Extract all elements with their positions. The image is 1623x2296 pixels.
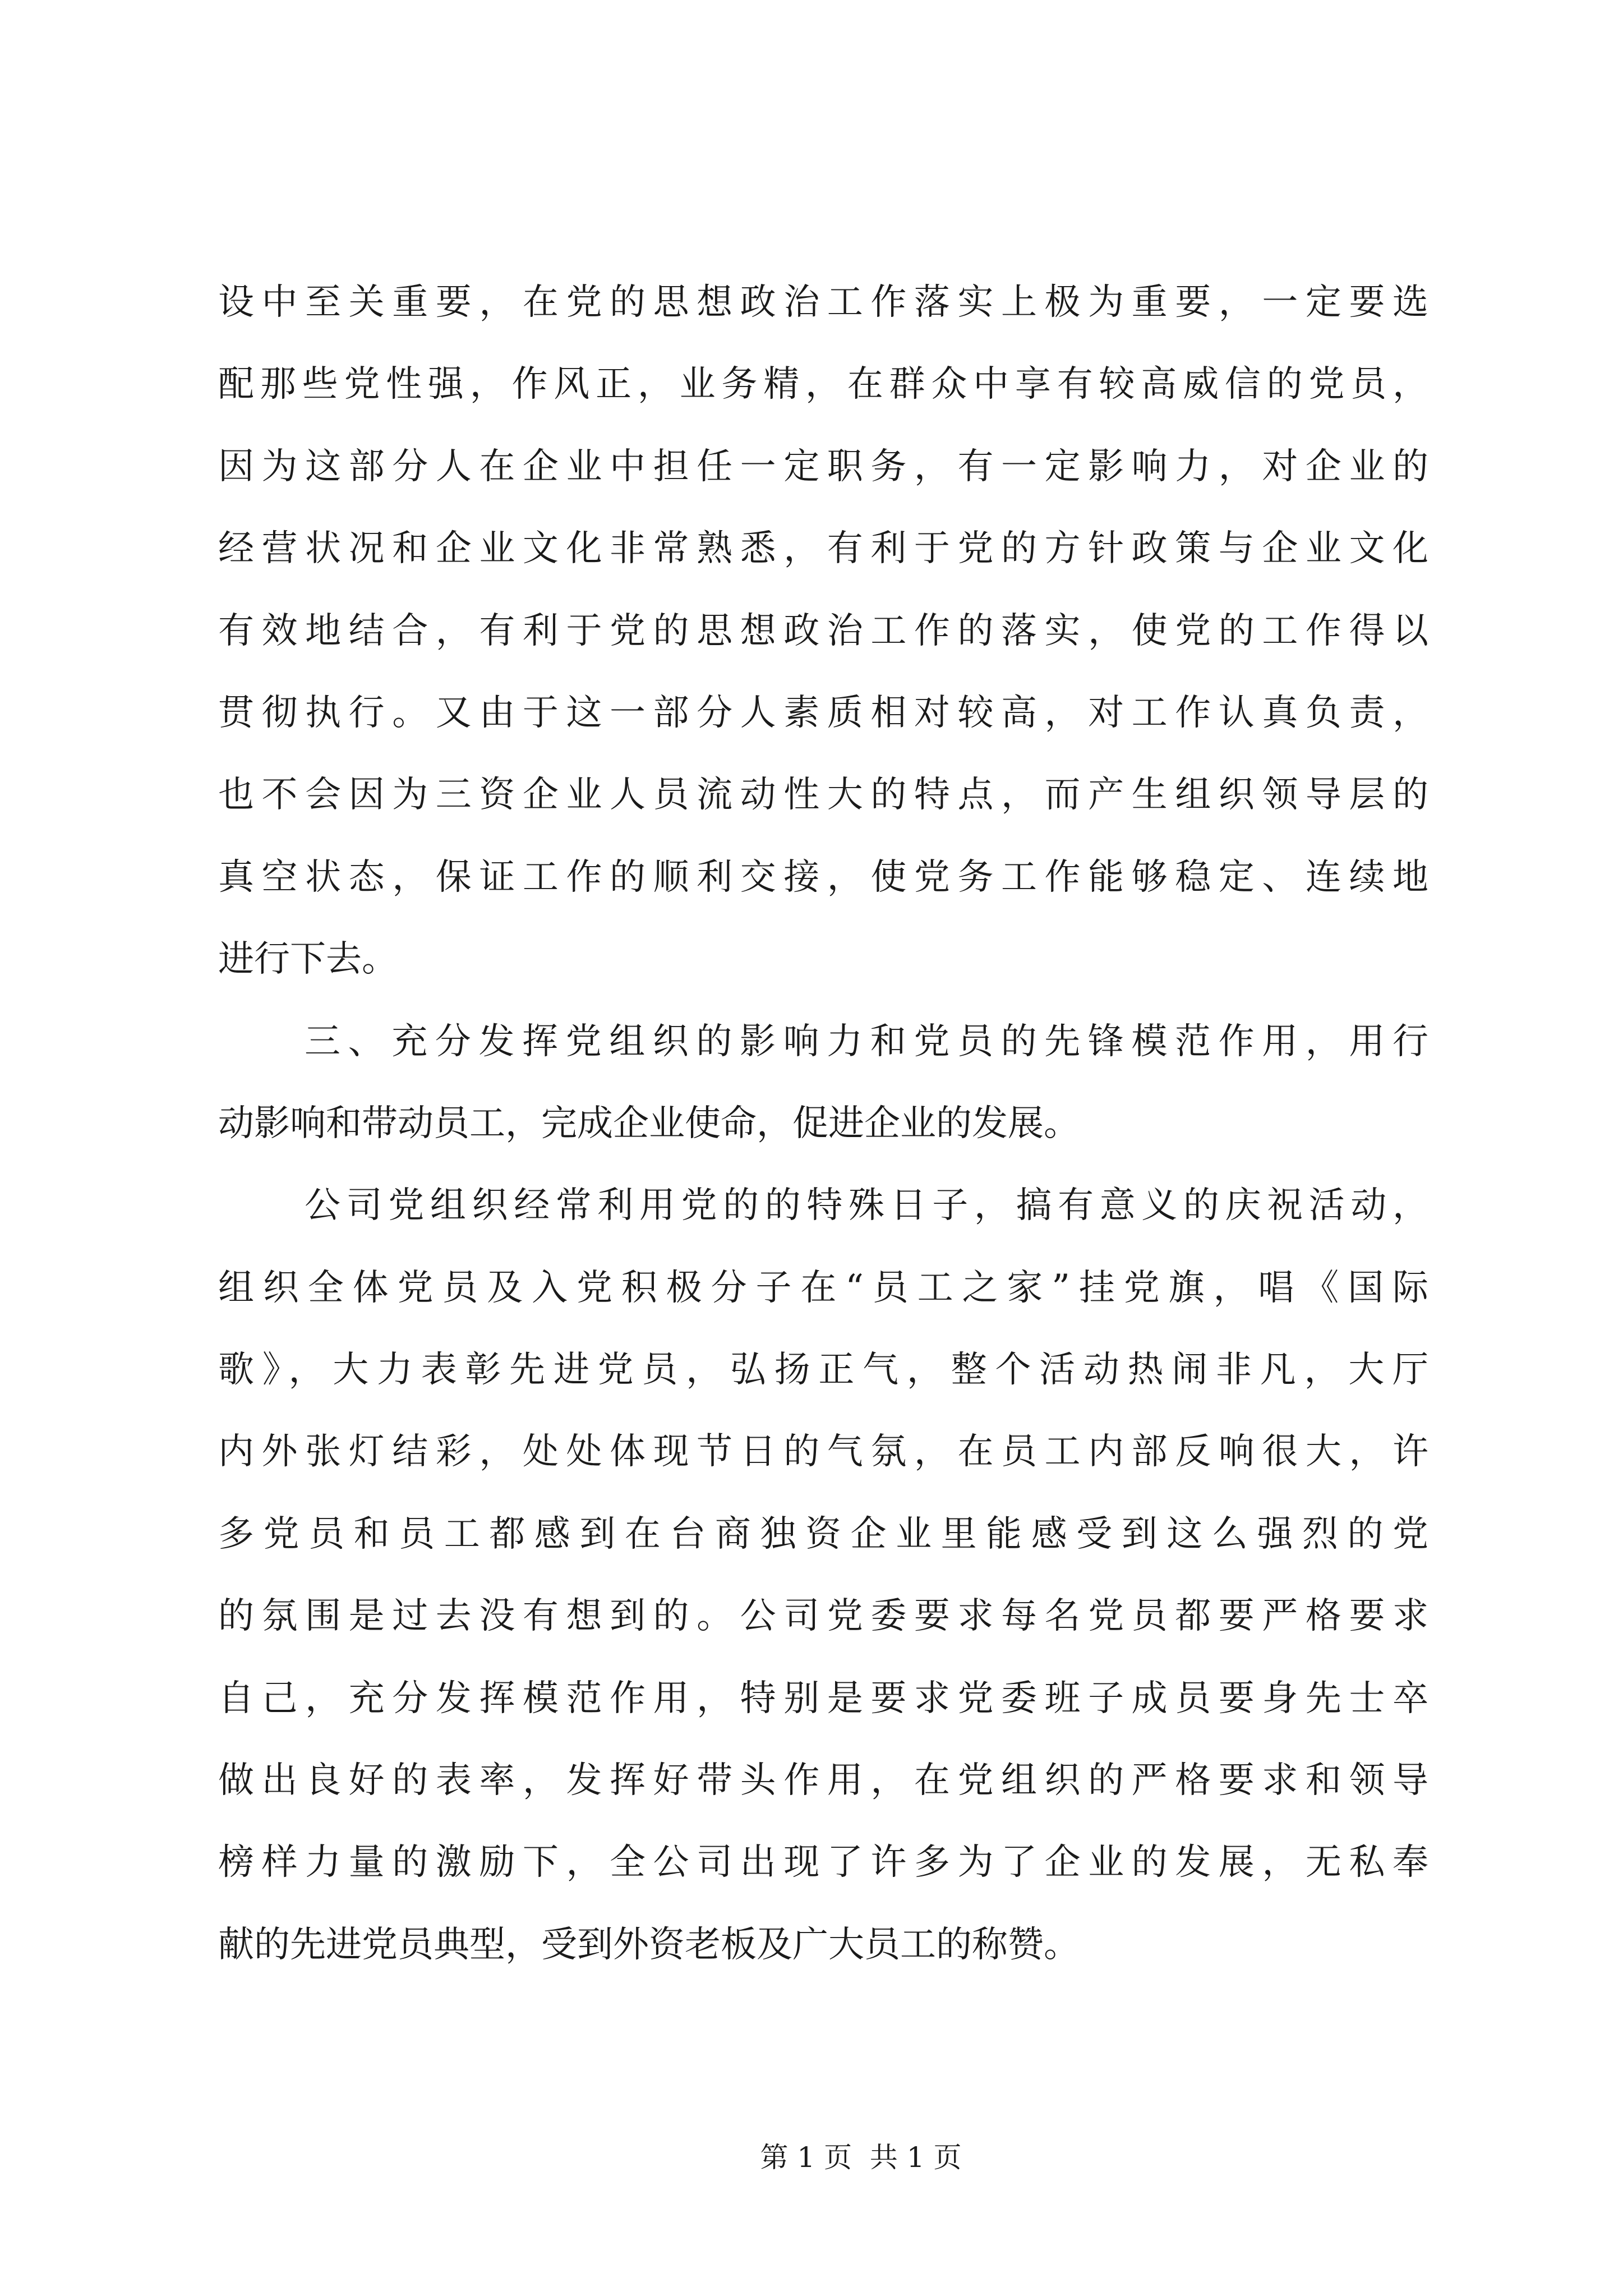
paragraph-continued <box>218 261 1428 1001</box>
document-body <box>218 261 1428 1986</box>
document-line: 公司党组织经常利用党的的特殊日子，搞有意义的庆祝活动， <box>305 1185 1428 1227</box>
body-paragraph <box>218 1165 1428 1986</box>
page-number-footer: 第 1 页 共 1 页 <box>760 2141 962 2174</box>
document-line: 进行下去。 <box>218 938 398 981</box>
document-line: 因为这部分人在企业中担任一定职务，有一定影响力，对企业的 <box>218 445 1428 487</box>
document-line: 三、充分发挥党组织的影响力和党员的先锋模范作用，用行 <box>305 1020 1428 1062</box>
document-line: 做出良好的表率，发挥好带头作用，在党组织的严格要求和领导 <box>218 1760 1428 1802</box>
document-line: 动影响和带动员工，完成企业使命，促进企业的发展。 <box>218 1102 1080 1144</box>
document-line: 自己，充分发挥模范作用，特别是要求党委班子成员要身先士卒 <box>218 1677 1428 1719</box>
document-line: 歌》，大力表彰先进党员，弘扬正气，整个活动热闹非凡，大厅 <box>218 1349 1428 1391</box>
document-line: 榜样力量的激励下，全公司出现了许多为了企业的发展，无私奉 <box>218 1842 1428 1884</box>
document-line: 设中至关重要，在党的思想政治工作落实上极为重要，一定要选 <box>218 282 1428 323</box>
document-line: 经营状况和企业文化非常熟悉，有利于党的方针政策与企业文化 <box>218 528 1428 570</box>
section-heading-paragraph <box>218 1001 1428 1165</box>
document-line: 的氛围是过去没有想到的。公司党委要求每名党员都要严格要求 <box>218 1595 1428 1637</box>
document-line: 配那些党性强，作风正，业务精，在群众中享有较高威信的党员， <box>218 364 1428 406</box>
document-line: 真空状态，保证工作的顺利交接，使党务工作能够稳定、连续地 <box>218 856 1428 898</box>
document-line: 也不会因为三资企业人员流动性大的特点，而产生组织领导层的 <box>218 774 1428 816</box>
document-line: 献的先进党员典型，受到外资老板及广大员工的称赞。 <box>218 1924 1080 1966</box>
document-line: 贯彻执行。又由于这一部分人素质相对较高，对工作认真负责， <box>218 692 1428 734</box>
document-line: 内外张灯结彩，处处体现节日的气氛，在员工内部反响很大，许 <box>218 1431 1428 1473</box>
document-line: 组织全体党员及入党积极分子在“员工之家”挂党旗，唱《国际 <box>218 1267 1428 1309</box>
document-line: 有效地结合，有利于党的思想政治工作的落实，使党的工作得以 <box>218 610 1428 652</box>
document-line: 多党员和员工都感到在台商独资企业里能感受到这么强烈的党 <box>218 1513 1428 1555</box>
